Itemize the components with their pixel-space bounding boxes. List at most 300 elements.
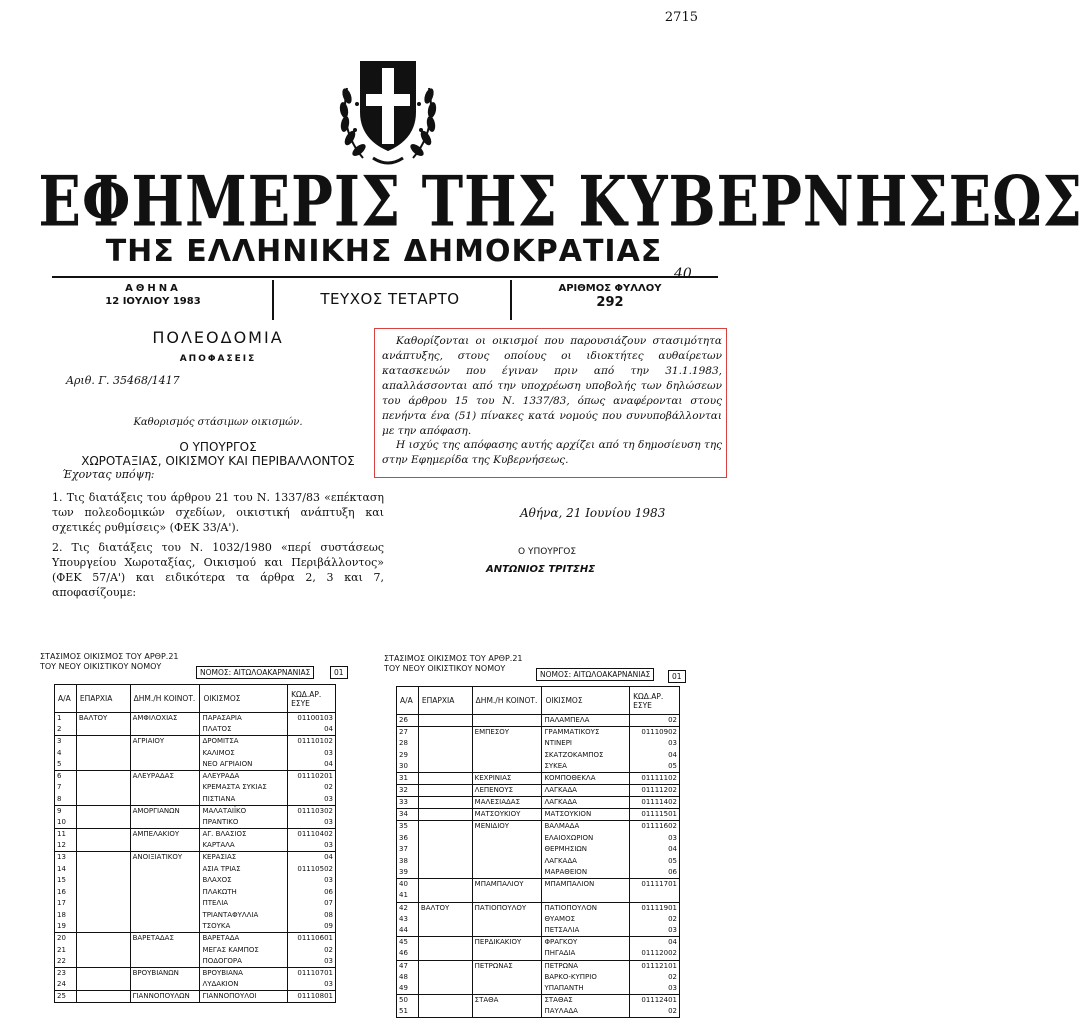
table-row [397,738,680,750]
code-cell: 03 [288,840,336,852]
column-header: ΔΗΜ./Η ΚΟΙΝΟΤ. [472,687,542,715]
settlement-cell: ΕΛΑΙΟΧΩΡΙΟΝ [542,832,630,844]
table-row [397,937,680,949]
province-cell [418,856,472,868]
settlement-cell: ΠΕΤΣΑΛΙΑ [542,925,630,937]
code-cell: 09 [288,921,336,933]
settlement-cell: ΠΑΥΛΑΔΑ [542,1006,630,1018]
municipality-cell [130,910,200,922]
table-row [55,759,336,771]
table-row [397,750,680,762]
row-number-cell: 46 [397,948,419,960]
municipality-cell [472,761,542,773]
settlement-cell: ΛΥΔΑΚΙΟΝ [200,979,288,991]
municipality-cell [472,867,542,879]
table-row [55,828,336,840]
municipality-cell: ΓΙΑΝΝΟΠΟΥΛΩΝ [130,991,200,1003]
row-number-cell: 24 [55,979,77,991]
code-cell: 01110502 [288,863,336,875]
row-number-cell: 17 [55,898,77,910]
table-row [397,1006,680,1018]
table-row [397,856,680,868]
table-row [55,736,336,748]
issue-type: ΤΕΥΧΟΣ ΤΕΤΑΡΤΟ [320,290,460,308]
row-number-cell: 15 [55,875,77,887]
settlement-cell: ΓΙΑΝΝΟΠΟΥΛΟΙ [200,991,288,1003]
province-cell [76,852,130,864]
settlement-cell: ΑΛΕΥΡΑΔΑ [200,770,288,782]
settlement-cell: ΜΠΑΜΠΑΛΙΟΝ [542,879,630,891]
table-row [397,914,680,926]
province-cell [76,956,130,968]
code-cell: 01112002 [630,948,680,960]
table-row [55,910,336,922]
table-row [55,933,336,945]
province-cell [76,979,130,991]
code-cell: 03 [630,738,680,750]
province-cell [418,797,472,809]
decisions-label: ΑΠΟΦΑΣΕΙΣ [179,354,257,364]
province-cell [76,921,130,933]
column-header: ΚΩΔ.ΑΡ. ΕΣΥΕ [630,687,680,715]
code-cell: 05 [630,761,680,773]
whereas-paragraph-2: 2. Τις διατάξεις του Ν. 1032/1980 «περί συστάσεως Υπουργείου Χωροταξίας, Οικισμού και Περιβάλλοντος» (ΦΕΚ 57/Α') και ειδικότερα τα άρθρα 2, 3 και 7, αποφασίζουμε: [52,541,384,599]
code-cell: 03 [630,983,680,995]
municipality-cell [472,750,542,762]
reference-number: Αριθ. Γ. 35468/1417 [66,374,180,387]
row-number-cell: 38 [397,856,419,868]
province-cell [76,898,130,910]
code-cell: 05 [630,856,680,868]
table-row [397,972,680,984]
row-number-cell: 47 [397,960,419,972]
table-row [55,898,336,910]
province-cell [418,785,472,797]
section-heading: ΠΟΛΕΟΔΟΜΙΑ [152,328,284,347]
table-row [397,797,680,809]
municipality-cell [130,898,200,910]
municipality-cell [130,840,200,852]
code-cell: 03 [288,875,336,887]
municipality-cell: ΜΠΑΜΠΑΛΙΟΥ [472,879,542,891]
municipality-cell [130,979,200,991]
place-date-block [88,282,218,308]
decision-paragraph-1: Καθορίζονται οι οικισμοί που παρουσιάζουν στασιμότητα ανάπτυξης, στους οποίους οι ιδιοκτήτες αυθαίρετων κατασκευών που έγιναν πριν από την 31.1.1983, απαλλάσσονται από την υποχρέωση υποβολής των δηλώσεων του άρθρου 15 του Ν. 1337/83, όπως αναφέρονται στους πενήντα ένα (51) πίνακες κατά νομούς που συνυποβάλλονται με την απόφαση. [382,335,722,437]
row-number-cell: 36 [397,832,419,844]
table-row [397,844,680,856]
municipality-cell [472,844,542,856]
signer-role: Ο ΥΠΟΥΡΓΟΣ [518,547,577,557]
code-cell: 02 [288,944,336,956]
province-cell [418,948,472,960]
municipality-cell [472,738,542,750]
row-number-cell: 40 [397,879,419,891]
settlement-cell: ΠΟΔΟΓΟΡΑ [200,956,288,968]
table-row [55,805,336,817]
municipality-cell: ΑΛΕΥΡΑΔΑΣ [130,770,200,782]
municipality-cell: ΚΕΧΡΙΝΙΑΣ [472,773,542,785]
settlement-cell: ΛΑΓΚΑΔΑ [542,797,630,809]
table-row [397,890,680,902]
settlement-cell: ΔΡΟΜΙΤΣΑ [200,736,288,748]
table-row [397,960,680,972]
place-name: ΑΘΗΝΑ [125,283,181,294]
code-cell [630,890,680,902]
settlement-cell: ΜΑΡΑΘΕΙΟΝ [542,867,630,879]
row-number-cell: 35 [397,821,419,833]
table-row [397,983,680,995]
settlement-cell: ΛΑΓΚΑΔΑ [542,785,630,797]
table-caption-line: ΤΟΥ ΝΕΟΥ ΟΙΚΙΣΤΙΚΟΥ ΝΟΜΟΥ [384,664,506,673]
table-row [397,832,680,844]
table-row [55,782,336,794]
municipality-cell [472,715,542,727]
province-cell [76,770,130,782]
code-cell: 01110102 [288,736,336,748]
table-row [55,921,336,933]
code-cell: 03 [288,747,336,759]
row-number-cell: 2 [55,724,77,736]
province-cell [76,794,130,806]
row-number-cell: 6 [55,770,77,782]
settlement-cell: ΠΕΤΡΩΝΑ [542,960,630,972]
province-cell [76,968,130,980]
settlement-cell: ΒΑΡΚΟ-ΚΥΠΡΙΟ [542,972,630,984]
province-cell [76,933,130,945]
municipality-cell: ΒΡΟΥΒΙΑΝΩΝ [130,968,200,980]
row-number-cell: 14 [55,863,77,875]
province-cell [76,747,130,759]
settlement-cell: ΠΙΣΤΙΑΝΑ [200,794,288,806]
row-number-cell: 5 [55,759,77,771]
column-header: ΚΩΔ.ΑΡ. ΕΣΥΕ [288,685,336,713]
table-row [55,747,336,759]
province-cell [76,817,130,829]
table-row [55,944,336,956]
code-cell: 04 [288,724,336,736]
municipality-cell: ΜΑΛΕΣΙΑΔΑΣ [472,797,542,809]
municipality-cell: ΑΝΟΙΞΙΑΤΙΚΟΥ [130,852,200,864]
settlement-cell: ΒΡΟΥΒΙΑΝΑ [200,968,288,980]
province-cell [418,727,472,739]
code-cell: 02 [630,914,680,926]
column-header: ΔΗΜ./Η ΚΟΙΝΟΤ. [130,685,200,713]
province-cell [418,832,472,844]
province-cell [418,821,472,833]
row-number-cell: 50 [397,995,419,1007]
decision-subject: Καθορισμός στάσιμων οικισμών. [133,417,303,428]
row-number-cell: 26 [397,715,419,727]
settlement-cell: ΚΑΛΙΜΟΣ [200,747,288,759]
table-row [397,809,680,821]
settlement-cell: ΦΡΑΓΚΟΥ [542,937,630,949]
province-cell [418,715,472,727]
province-cell [418,914,472,926]
province-cell [418,844,472,856]
row-number-cell: 37 [397,844,419,856]
province-cell [418,995,472,1007]
code-cell: 01100103 [288,713,336,725]
municipality-cell [130,956,200,968]
settlement-cell: ΒΑΡΕΤΑΔΑ [200,933,288,945]
province-cell [76,828,130,840]
municipality-cell [472,925,542,937]
row-number-cell: 42 [397,902,419,914]
row-number-cell: 31 [397,773,419,785]
code-cell: 07 [288,898,336,910]
settlement-cell: ΚΑΡΤΑΛΑ [200,840,288,852]
minister-title: Ο ΥΠΟΥΡΓΟΣ [179,440,257,454]
municipality-cell [130,921,200,933]
province-cell [76,736,130,748]
table-row [397,715,680,727]
code-cell: 01111402 [630,797,680,809]
table-row [397,867,680,879]
row-number-cell: 43 [397,914,419,926]
municipality-cell [130,817,200,829]
table-row [55,875,336,887]
newspaper-title: ΕΦΗΜΕΡΙΣ ΤΗΣ ΚΥΒΕΡΝΗΣΕΩΣ [38,160,1083,243]
municipality-cell [130,782,200,794]
row-number-cell: 20 [55,933,77,945]
row-number-cell: 49 [397,983,419,995]
province-cell [76,991,130,1003]
masthead-divider [272,280,274,320]
province-cell [418,879,472,891]
settlement-cell: ΣΥΚΕΑ [542,761,630,773]
code-cell: 02 [288,782,336,794]
municipality-cell [472,983,542,995]
code-cell: 01110302 [288,805,336,817]
municipality-cell [472,832,542,844]
municipality-cell: ΜΕΝΙΔΙΟΥ [472,821,542,833]
municipality-cell [472,948,542,960]
settlement-cell: ΠΑΤΙΟΠΟΥΛΟΝ [542,902,630,914]
table-row [55,886,336,898]
row-number-cell: 32 [397,785,419,797]
municipality-cell [472,1006,542,1018]
code-cell: 01111602 [630,821,680,833]
table-row [55,991,336,1003]
settlements-table-right [396,686,680,1018]
row-number-cell: 29 [397,750,419,762]
province-cell [418,750,472,762]
table-caption-line: ΣΤΑΣΙΜΟΣ ΟΙΚΙΣΜΟΣ ΤΟΥ ΑΡΘΡ.21 [384,654,523,663]
table-row [397,773,680,785]
settlement-cell: ΝΤΙΝΕΡΙ [542,738,630,750]
table-row [397,925,680,937]
settlement-cell: ΛΑΓΚΑΔΑ [542,856,630,868]
table-row [397,761,680,773]
code-cell: 03 [288,794,336,806]
code-cell: 06 [288,886,336,898]
settlement-cell: ΣΚΑΤΖΟΚΑΜΠΟΣ [542,750,630,762]
column-header: ΕΠΑΡΧΙΑ [76,685,130,713]
code-cell: 03 [288,817,336,829]
code-cell: 04 [630,750,680,762]
row-number-cell: 9 [55,805,77,817]
signer-name: ΑΝΤΩΝΙΟΣ ΤΡΙΤΣΗΣ [486,564,596,575]
row-number-cell: 33 [397,797,419,809]
municipality-cell: ΒΑΡΕΤΑΔΑΣ [130,933,200,945]
province-cell [418,925,472,937]
municipality-cell [472,972,542,984]
sheet-number: 292 [596,295,624,310]
municipality-cell: ΠΕΤΡΩΝΑΣ [472,960,542,972]
settlement-cell: ΣΤΑΘΑΣ [542,995,630,1007]
province-cell [418,809,472,821]
row-number-cell: 13 [55,852,77,864]
prefecture-code: 01 [330,666,348,679]
settlement-cell: ΠΡΑΝΤΙΚΟ [200,817,288,829]
table-row [55,852,336,864]
code-cell: 06 [630,867,680,879]
municipality-cell [130,875,200,887]
province-cell: ΒΑΛΤΟΥ [76,713,130,725]
settlement-cell: ΚΡΕΜΑΣΤΑ ΣΥΚΙΑΣ [200,782,288,794]
code-cell: 02 [630,972,680,984]
settlement-cell: ΒΛΑΧΟΣ [200,875,288,887]
municipality-cell: ΑΓΡΙΑΙΟΥ [130,736,200,748]
table-caption-line: ΣΤΑΣΙΜΟΣ ΟΙΚΙΣΜΟΣ ΤΟΥ ΑΡΘΡ.21 [40,652,179,661]
code-cell: 01110902 [630,727,680,739]
province-cell [418,983,472,995]
row-number-cell: 44 [397,925,419,937]
row-number-cell: 45 [397,937,419,949]
settlement-cell [542,890,630,902]
code-cell: 01110402 [288,828,336,840]
municipality-cell [130,759,200,771]
row-number-cell: 19 [55,921,77,933]
code-cell: 03 [288,979,336,991]
settlement-cell: ΑΣΙΑ ΤΡΙΑΣ [200,863,288,875]
municipality-cell [130,794,200,806]
province-cell [418,890,472,902]
table-row [397,995,680,1007]
code-cell: 03 [630,925,680,937]
sheet-label: ΑΡΙΘΜΟΣ ΦΥΛΛΟΥ [558,283,662,294]
code-cell: 01110801 [288,991,336,1003]
table-caption [384,654,523,674]
table-row [397,785,680,797]
municipality-cell [472,856,542,868]
decision-paragraph-2: Η ισχύς της απόφασης αυτής αρχίζει από τη δημοσίευση της στην Εφημερίδα της Κυβερνήσεως. [382,439,722,466]
row-number-cell: 16 [55,886,77,898]
municipality-cell: ΛΕΠΕΝΟΥΣ [472,785,542,797]
table-row [55,713,336,725]
province-cell [76,863,130,875]
province-cell [418,960,472,972]
province-cell [418,972,472,984]
table-row [55,817,336,829]
row-number-cell: 12 [55,840,77,852]
table-row [397,902,680,914]
column-header: Α/Α [55,685,77,713]
newspaper-subtitle: ΤΗΣ ΕΛΛΗΝΙΚΗΣ ΔΗΜΟΚΡΑΤΙΑΣ [105,234,663,269]
settlement-cell: ΠΑΡΑΣΑΡΙΑ [200,713,288,725]
table-row [397,879,680,891]
province-cell [76,805,130,817]
table-row [55,979,336,991]
province-cell [76,875,130,887]
table-row [55,956,336,968]
table-row [55,770,336,782]
table-row [55,863,336,875]
column-header: Α/Α [397,687,419,715]
code-cell: 01111901 [630,902,680,914]
masthead-divider [510,280,512,320]
table-row [397,948,680,960]
province-cell [76,944,130,956]
code-cell: 01112101 [630,960,680,972]
masthead-divider [52,276,718,278]
row-number-cell: 27 [397,727,419,739]
municipality-cell [130,747,200,759]
ministry-name: ΧΩΡΟΤΑΞΙΑΣ, ΟΙΚΙΣΜΟΥ ΚΑΙ ΠΕΡΙΒΑΛΛΟΝΤΟΣ [81,454,355,468]
code-cell: 01111202 [630,785,680,797]
municipality-cell [130,886,200,898]
code-cell: 08 [288,910,336,922]
settlement-cell: ΤΡΙΑΝΤΑΦΥΛΛΙΑ [200,910,288,922]
row-number-cell: 7 [55,782,77,794]
province-cell [76,724,130,736]
table-row [397,727,680,739]
table-header-row [55,685,336,713]
settlement-cell: ΜΑΤΣΟΥΚΙΟΝ [542,809,630,821]
municipality-cell: ΜΑΤΣΟΥΚΙΟΥ [472,809,542,821]
having-regard: Έχοντας υπόψη: [62,468,155,481]
row-number-cell: 51 [397,1006,419,1018]
whereas-paragraph-1: 1. Τις διατάξεις του άρθρου 21 του Ν. 1337/83 «επέκταση των πολεοδομικών σχεδίων, οικιστική ανάπτυξη και σχετικές ρυθμίσεις» (ΦΕΚ 33/Α'). [52,491,384,534]
column-header: ΕΠΑΡΧΙΑ [418,687,472,715]
settlement-cell: ΠΛΑΚΩΤΗ [200,886,288,898]
settlement-cell: ΥΠΑΠΑΝΤΗ [542,983,630,995]
municipality-cell [130,724,200,736]
table-row [397,821,680,833]
row-number-cell: 41 [397,890,419,902]
code-cell: 04 [288,759,336,771]
settlement-cell: ΓΡΑΜΜΑΤΙΚΟΥΣ [542,727,630,739]
issue-date: 12 ΙΟΥΛΙΟΥ 1983 [105,296,201,307]
coat-of-arms-emblem [333,50,443,172]
code-cell: 03 [630,832,680,844]
code-cell: 04 [288,852,336,864]
municipality-cell: ΠΑΤΙΟΠΟΥΛΟΥ [472,902,542,914]
municipality-cell: ΕΜΠΕΣΟΥ [472,727,542,739]
row-number-cell: 4 [55,747,77,759]
code-cell: 01110201 [288,770,336,782]
code-cell: 01110701 [288,968,336,980]
settlement-cell: ΑΓ. ΒΛΑΣΙΟΣ [200,828,288,840]
province-cell [418,738,472,750]
municipality-cell [472,914,542,926]
handwritten-note: 40 [674,266,692,282]
province-cell [76,759,130,771]
province-cell [76,910,130,922]
code-cell: 04 [630,937,680,949]
column-header: ΟΙΚΙΣΜΟΣ [200,685,288,713]
row-number-cell: 22 [55,956,77,968]
settlement-cell: ΜΕΓΑΣ ΚΑΜΠΟΣ [200,944,288,956]
row-number-cell: 23 [55,968,77,980]
settlement-cell: ΘΥΑΜΟΣ [542,914,630,926]
row-number-cell: 21 [55,944,77,956]
code-cell: 03 [288,956,336,968]
province-cell [76,782,130,794]
settlement-cell: ΠΗΓΑΔΙΑ [542,948,630,960]
province-cell [418,1006,472,1018]
province-cell [418,773,472,785]
